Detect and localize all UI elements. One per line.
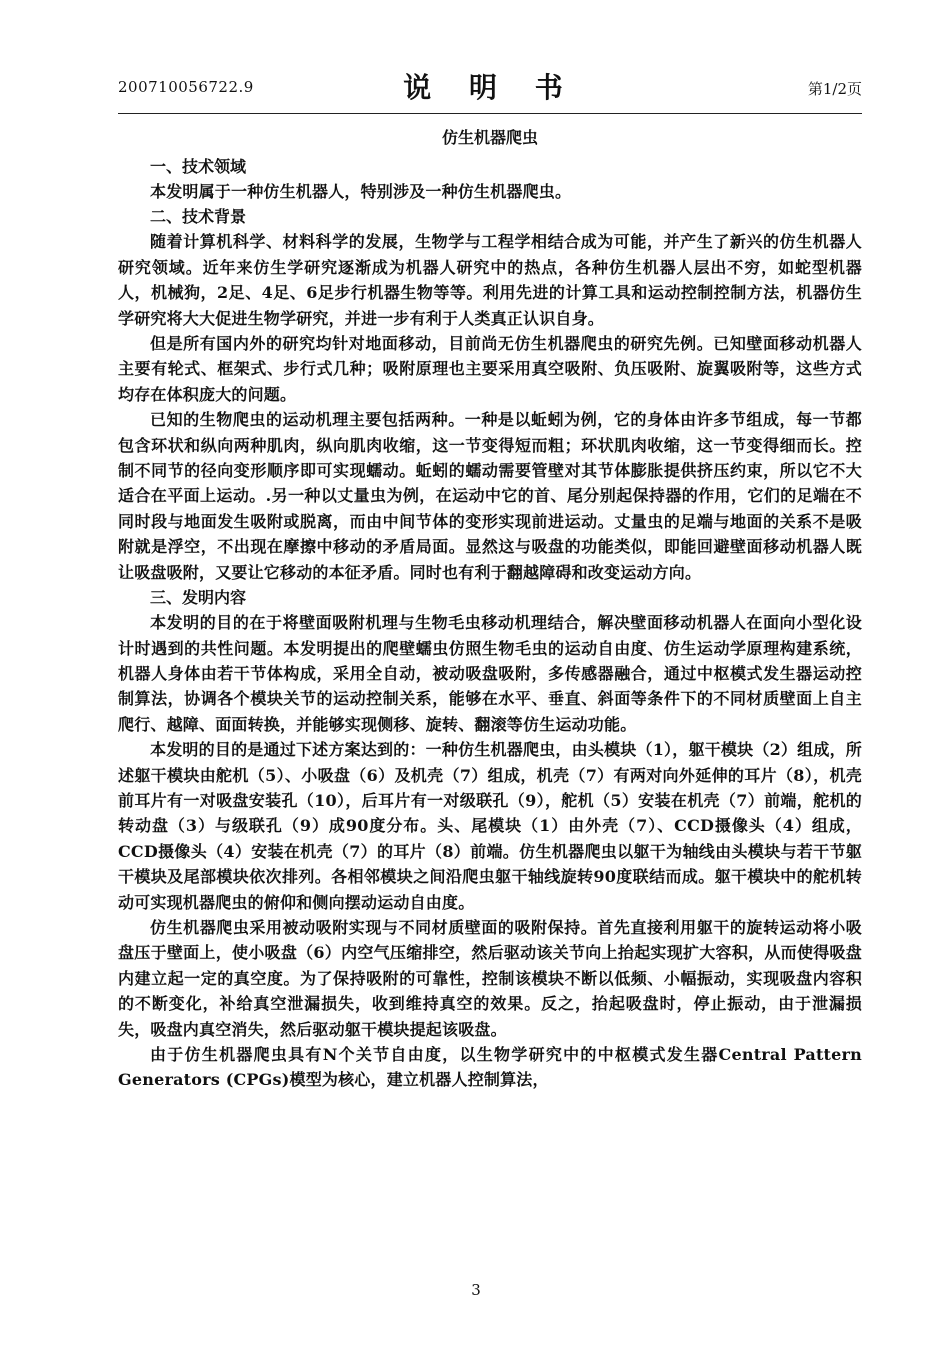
paragraph-background-1: 随着计算机科学、材料科学的发展，生物学与工程学相结合成为可能，并产生了新兴的仿生机器人研究领域。近年来仿生学研究逐渐成为机器人研究中的热点，各种仿生机器人层出不穷，如蛇型机器人，机械狗，2足、4足、6足步行机器生物等等。利用先进的计算工具和运动控制控制方法，机器仿生学研究将大大促进生物学研究，并进一步有利于人类真正认识自身。 [118, 232, 862, 328]
paragraph-content-1: 本发明的目的在于将壁面吸附机理与生物毛虫移动机理结合，解决壁面移动机器人在面向小型化设计时遇到的共性问题。本发明提出的爬壁蠕虫仿照生物毛虫的运动自由度、仿生运动学原理构建系统，机器人身体由若干节体构成，采用全自动，被动吸盘吸附，多传感器融合，通过中枢模式发生器运动控制算法，协调各个模块关节的运动控制关系，能够在水平、垂直、斜面等条件下的不同材质壁面上自主爬行、越障、面面转换，并能够实现侧移、旋转、翻滚等仿生运动功能。 [118, 613, 862, 734]
paragraph-technical-field: 本发明属于一种仿生机器人，特别涉及一种仿生机器爬虫。 [150, 182, 572, 201]
invention-title: 仿生机器爬虫 [441, 128, 538, 147]
header-divider [118, 113, 862, 114]
section-heading-technical-field: 一、技术领域 [150, 157, 247, 176]
document-type-title: 说 明 书 [403, 71, 577, 104]
application-number: 200710056722.9 [118, 78, 254, 96]
page-indicator: 第1/2页 [807, 80, 862, 98]
paragraph-content-2: 本发明的目的是通过下述方案达到的：一种仿生机器爬虫，由头模块（1），躯干模块（2）组成，所述躯干模块由舵机（5）、小吸盘（6）及机壳（7）组成，机壳（7）有两对向外延伸的耳片（8），机壳前耳片有一对吸盘安装孔（10），后耳片有一对级联孔（9），舵机（5）安装在机壳（7）前端，舵机的转动盘（3）与级联孔（9）成90度分布。头、尾模块（1）由外壳（7）、CCD摄像头（4）组成，CCD摄像头（4）安装在机壳（7）的耳片（8）前端。仿生机器爬虫以躯干为轴线由头模块与若干节躯干模块及尾部模块依次排列。各相邻模块之间沿爬虫躯干轴线旋转90度联结而成。躯干模块中的舵机转动可实现机器爬虫的俯仰和侧向摆动运动自由度。 [118, 740, 862, 912]
section-heading-background: 二、技术背景 [150, 207, 247, 227]
document-body [118, 124, 862, 1093]
page-header [118, 62, 862, 110]
section-heading-invention-content: 三、发明内容 [150, 588, 247, 608]
page-number: 3 [471, 1281, 481, 1299]
paragraph-content-3: 仿生机器爬虫采用被动吸附实现与不同材质壁面的吸附保持。首先直接利用躯干的旋转运动将小吸盘压于壁面上，使小吸盘（6）内空气压缩排空，然后驱动该关节向上抬起实现扩大容积，从而使得吸盘内建立起一定的真空度。为了保持吸附的可靠性，控制该模块不断以低频、小幅振动，实现吸盘内容积的不断变化，补给真空泄漏损失，收到维持真空的效果。反之，抬起吸盘时，停止振动，由于泄漏损失，吸盘内真空消失，然后驱动躯干模块提起该吸盘。 [118, 917, 862, 1039]
paragraph-background-2: 但是所有国内外的研究均针对地面移动，目前尚无仿生机器爬虫的研究先例。已知壁面移动机器人主要有轮式、框架式、步行式几种；吸附原理也主要采用真空吸附、负压吸附、旋翼吸附等，这些方式均存在体积庞大的问题。 [118, 334, 862, 404]
paragraph-background-3: 已知的生物爬虫的运动机理主要包括两种。一种是以蚯蚓为例，它的身体由许多节组成，每一节都包含环状和纵向两种肌肉，纵向肌肉收缩，这一节变得短而粗；环状肌肉收缩，这一节变得细而长。控制不同节的径向变形顺序即可实现蠕动。蚯蚓的蠕动需要管壁对其节体膨胀提供挤压约束，所以它不大适合在平面上运动。.另一种以丈量虫为例，在运动中它的首、尾分别起保持器的作用，它们的足端在不同时段与地面发生吸附或脱离，而由中间节体的变形实现前进运动。丈量虫的足端与地面的关系不是吸附就是浮空，不出现在摩擦中移动的矛盾局面。显然这与吸盘的功能类似，即能回避壁面移动机器人既让吸盘吸附，又要让它移动的本征矛盾。同时也有利于翻越障碍和改变运动方向。 [118, 410, 862, 582]
paragraph-content-4: 由于仿生机器爬虫具有N个关节自由度，以生物学研究中的中枢模式发生器Central Pattern Generators (CPGs)模型为核心，建立机器人控制算法， [118, 1045, 862, 1090]
